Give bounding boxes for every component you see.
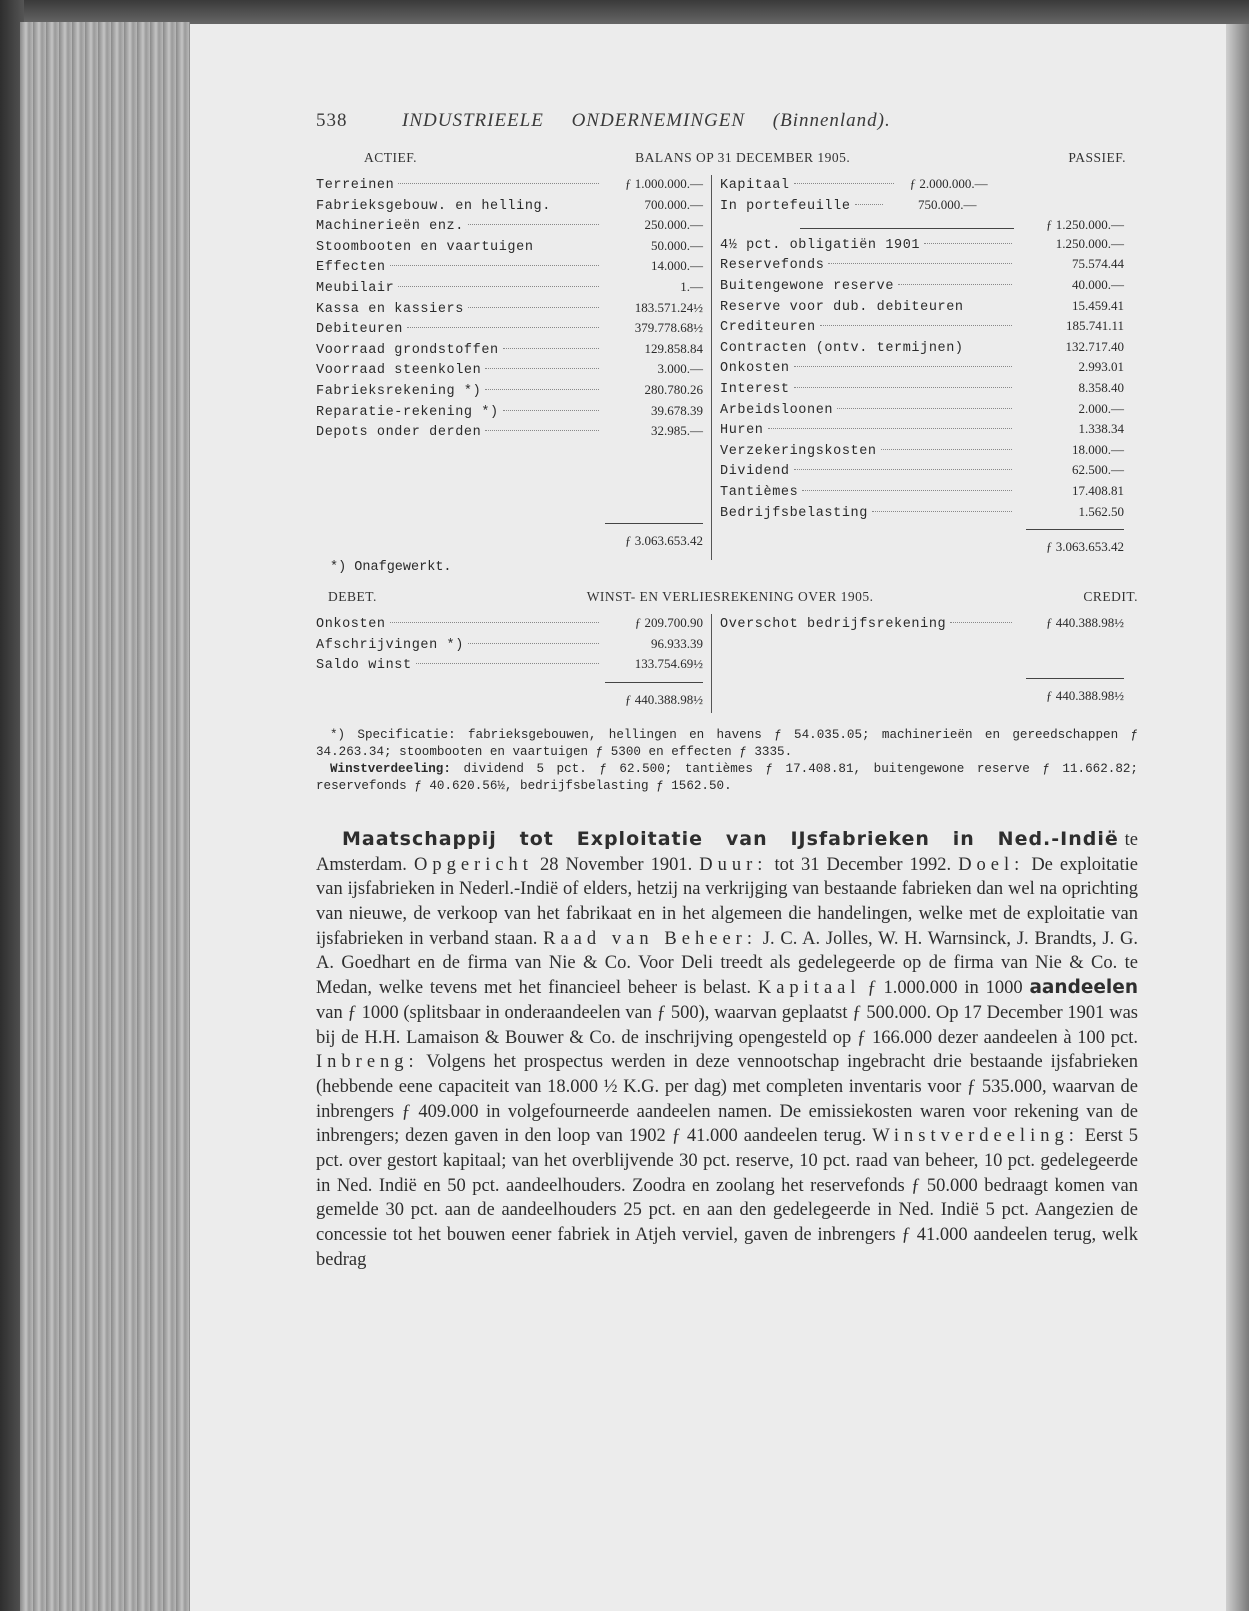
running-head [316,110,1138,132]
ledger-row: ƒ 1.250.000.— [720,216,1124,235]
ledger-row: 4½ pct. obligatiën 1901 1.250.000.— [720,235,1124,253]
credit-total: ƒ 440.388.98½ [1046,687,1124,703]
balance-footnote: *) Onafgewerkt. [330,560,452,576]
book-page-edges [20,22,190,1611]
ledger-row: Overschot bedrijfsrekening ƒ 440.388.98½ [720,615,1124,633]
ledger-row: Buitengewone reserve 40.000.— [720,276,1124,294]
actief-column [316,175,712,560]
ledger-row: Meubilair 1.— [316,278,703,296]
ledger-row: Stoombooten en vaartuigen 50.000.— [316,237,703,255]
ledger-row: Fabrieksgebouw. en helling. 700.000.— [316,196,703,214]
balance-title: BALANS OP 31 DECEMBER 1905. [635,150,851,165]
company-name: Maatschappij tot Exploitatie van IJsfabrieken in Ned.-Indië [342,827,1119,850]
actief-heading: ACTIEF. [364,150,418,165]
ledger-row: Tantièmes 17.408.81 [720,482,1124,500]
ledger-row: Voorraad grondstoffen 129.858.84 [316,340,703,358]
ledger-row: Arbeidsloonen 2.000.— [720,400,1124,418]
ledger-row: Saldo winst 133.754.69½ [316,656,703,674]
ledger-row: Verzekeringskosten 18.000.— [720,441,1124,459]
specificatie-note: *) Specificatie: fabrieksgebouwen, hellingen en havens ƒ 54.035.05; machinerieën en gereedschappen ƒ 34.263.34; stoombooten en vaartuigen ƒ 5300 en effecten ƒ 3335. [316,727,1138,759]
passief-column [712,175,1124,560]
ledger-row: Depots onder derden 32.985.— [316,423,703,441]
ledger-row: Reserve voor dub. debiteuren 15.459.41 [720,297,1124,315]
ledger-row: Contracten (ontv. termijnen) 132.717.40 [720,338,1124,356]
credit-column [712,614,1124,713]
ledger-row: Huren 1.338.34 [720,421,1124,439]
ledger-row: Effecten 14.000.— [316,258,703,276]
ledger-row: Machinerieën enz. 250.000.— [316,217,703,235]
ledger-row: Reparatie-rekening *) 39.678.39 [316,402,703,420]
page-content [316,110,1138,1273]
book-page [190,24,1226,1611]
ledger-row: Bedrijfsbelasting 1.562.50 [720,503,1124,521]
running-title: INDUSTRIEELE ONDERNEMINGEN (Binnenland). [402,110,891,131]
ledger-row: Debiteuren 379.778.68½ [316,320,703,338]
ledger-row: Voorraad steenkolen 3.000.— [316,361,703,379]
company-entry [316,827,1138,1273]
pl-heading [316,589,1138,605]
balance-heading [316,150,1138,166]
balance-sheet [316,175,1138,560]
profit-loss-account [316,614,1138,713]
passief-total: ƒ 3.063.653.42 [1046,539,1124,555]
company-paragraph: Maatschappij tot Exploitatie van IJsfabrieken in Ned.-Indië te Amsterdam. Opgericht 28 November 1901. Duur: tot 31 December 1992. Doel: De exploitatie van ijsfabrieken in Nederl.-Indië of elders, hetzij na verkrijging van bestaande fabrieken dan wel na oprichting van nieuwe, de verkoop van het fabrikaat en in het algemeen die handelingen, welke met de exploitatie van ijsfabrieken in verband staan. Raad van Beheer: J. C. A. Jolles, W. H. Warnsinck, J. Brandts, J. G. A. Goedhart en de firma van Nie & Co. Voor Deli treedt als gedelegeerde op de firma van Nie & Co. te Medan, welke tevens met het financieel beheer is belast. Kapitaal ƒ 1.000.000 in 1000 aandeelen van ƒ 1000 (splitsbaar in onderaandeelen van ƒ 500), waarvan geplaatst ƒ 500.000. Op 17 December 1901 was bij de H.H. Lamaison & Bouwer & Co. de inschrijving opengesteld op ƒ 166.000 dezer aandeelen à 100 pct. Inbreng: Volgens het prospectus werden in deze vennootschap ingebracht drie bestaande ijsfabrieken (hebbende eene capaciteit van 18.000 ½ K.G. per dag) met completen inventaris voor ƒ 535.000, waarvan de inbrengers ƒ 409.000 in volgefourneerde aandeelen namen. De emissiekosten waren voor rekening van de inbrengers; dezen gaven in den loop van 1902 ƒ 41.000 aandeelen terug. Winstverdeeling: Eerst 5 pct. over gestort kapitaal; van het overblijvende 30 pct. reserve, 10 pct. raad van beheer, 10 pct. gedelegeerde in Ned. Indië en 50 pct. aandeelhouders. Zoodra en zoolang het reservefonds ƒ 50.000 bedraagt komen van gemelde 30 pct. aan de aandeelhouders 25 pct. en aan den gedelegeerde in Ned. Indië 5 pct. Aangezien de concessie tot het bouwen eener fabriek in Atjeh verviel, gaven de inbrengers ƒ 41.000 aandeelen terug, welk bedrag [316,827,1139,1270]
credit-heading: CREDIT. [1083,589,1138,605]
ledger-row: Terreinen ƒ 1.000.000.— [316,176,703,193]
page-right-shadow [1226,24,1249,1611]
ledger-row: Onkosten 2.993.01 [720,359,1124,377]
pl-title: WINST- EN VERLIESREKENING OVER 1905. [586,589,874,605]
ledger-row: Reservefonds 75.574.44 [720,256,1124,274]
ledger-row: Fabrieksrekening *) 280.780.26 [316,381,703,399]
debet-heading: DEBET. [328,589,377,605]
actief-total: ƒ 3.063.653.42 [625,533,703,549]
ledger-row: Crediteuren 185.741.11 [720,318,1124,336]
notes [316,727,1138,795]
ledger-row: Dividend 62.500.— [720,462,1124,480]
ledger-row: Kassa en kassiers 183.571.24½ [316,299,703,317]
ledger-row: Interest 8.358.40 [720,379,1124,397]
winstverdeeling-note: Winstverdeeling: dividend 5 pct. ƒ 62.500; tantièmes ƒ 17.408.81, buitengewone reserve ƒ 11.662.82; reservefonds ƒ 40.620.56½, bedrijfsbelasting ƒ 1562.50. [316,761,1138,793]
ledger-row: Afschrijvingen *) 96.933.39 [316,635,703,653]
debet-column [316,614,712,713]
passief-heading: PASSIEF. [1068,150,1126,165]
debet-total: ƒ 440.388.98½ [625,691,703,707]
scan-top-shadow [0,0,1249,24]
page-number: 538 [316,110,348,131]
ledger-row: In portefeuille 750.000.— [720,196,977,214]
ledger-row: Onkosten ƒ 209.700.90 [316,615,703,633]
ledger-row: Kapitaal ƒ 2.000.000.— [720,176,988,193]
